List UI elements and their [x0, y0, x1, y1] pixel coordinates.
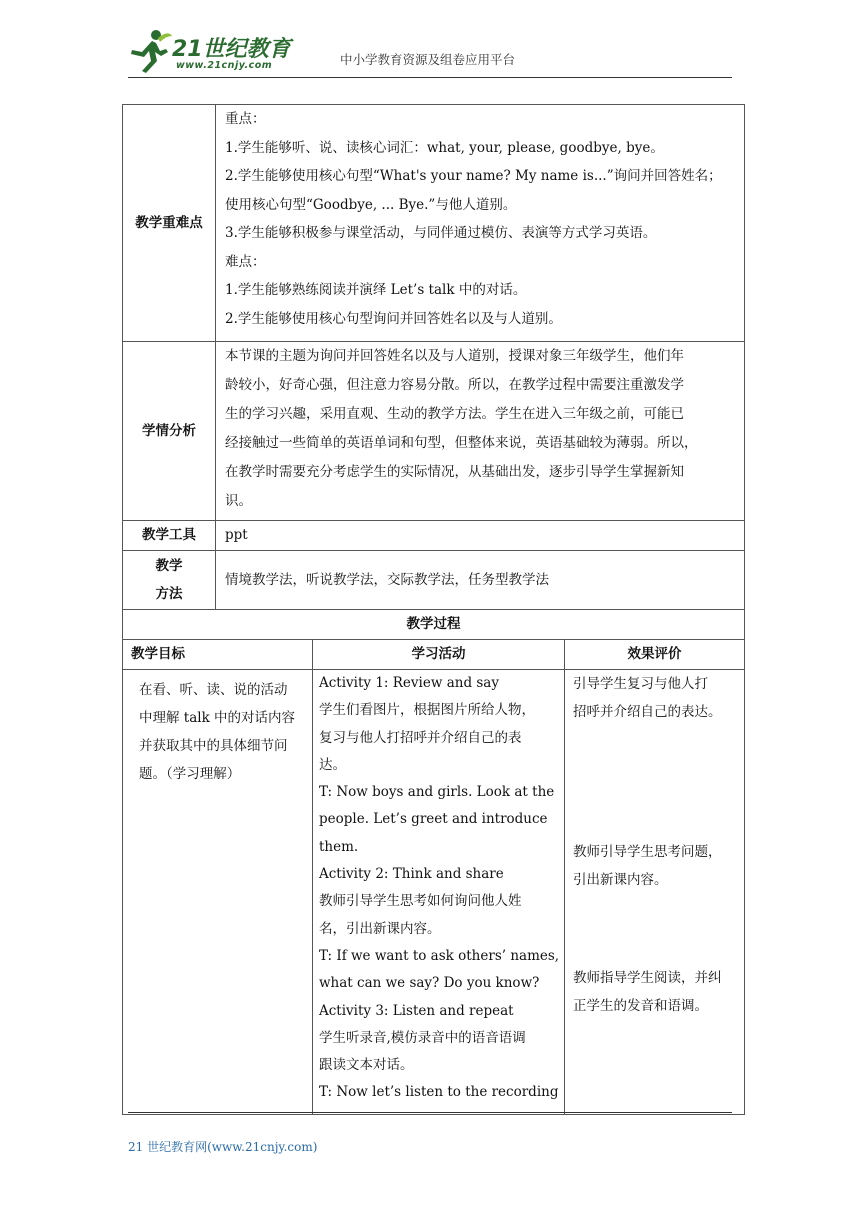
text-line: 1.学生能够听、说、读核心词汇：what, your, please, goodbye, bye。	[225, 139, 664, 156]
text-line: 教师引导学生思考如何询问他人姓	[319, 893, 522, 910]
row-process-title	[123, 610, 745, 640]
site-logo[interactable]	[128, 28, 308, 76]
analysis-label: 学情分析	[123, 342, 216, 521]
footer-divider	[128, 1112, 732, 1113]
spacer	[573, 894, 740, 964]
text-line: 教师指导学生阅读，并纠	[573, 970, 722, 986]
text-line: 1.学生能够熟练阅读并演绎 Let’s talk 中的对话。	[225, 282, 527, 298]
text-line: 难点：	[225, 253, 266, 270]
text-line: what can we say? Do you know?	[319, 975, 540, 992]
text-line: Activity 2: Think and share	[319, 866, 504, 883]
column-header-activity: 学习活动	[313, 640, 565, 670]
text-line: 重点：	[225, 111, 266, 127]
runner-logo-icon	[128, 28, 172, 74]
row-analysis	[123, 342, 745, 521]
page-header	[128, 28, 732, 80]
lesson-plan-table	[122, 104, 745, 1115]
text-line: 龄较小，好奇心强，但注意力容易分散。所以，在教学过程中需要注重激发学	[225, 377, 684, 393]
text-line: T: If we want to ask others’ names,	[319, 947, 560, 964]
goal-cell	[123, 670, 313, 1115]
text-line: 中理解 talk 中的对话内容	[139, 710, 296, 726]
row-process-headers	[123, 640, 745, 670]
row-key-points	[123, 105, 745, 342]
tools-value: ppt	[216, 521, 745, 551]
row-methods	[123, 551, 745, 610]
evaluation-cell	[565, 670, 745, 1115]
footer-link[interactable]: 21 世纪教育网(www.21cnjy.com)	[128, 1140, 318, 1154]
text-line: 复习与他人打招呼并介绍自己的表	[319, 729, 522, 746]
logo-url: www.21cnjy.com	[176, 60, 273, 71]
text-line: 识。	[225, 493, 252, 509]
text-line: 名，引出新课内容。	[319, 920, 441, 937]
text-line: T: Now boys and girls. Look at the	[319, 784, 555, 801]
text-line: Activity 3: Listen and repeat	[319, 1002, 514, 1019]
text-line: 学生们看图片，根据图片所给人物，	[319, 702, 535, 719]
text-line: 达。	[319, 756, 346, 773]
text-line: 在看、听、读、说的活动	[139, 682, 288, 698]
text-line: 教师引导学生思考问题，	[573, 844, 722, 860]
text-line: 并获取其中的具体细节问	[139, 738, 288, 754]
header-divider	[128, 77, 732, 78]
process-title: 教学过程	[123, 610, 745, 640]
text-line: 题。（学习理解）	[139, 766, 241, 782]
text-line: 生的学习兴趣，采用直观、生动的教学方法。学生在进入三年级之前，可能已	[225, 406, 684, 422]
row-process-body	[123, 670, 745, 1115]
activity-cell	[313, 670, 565, 1115]
text-line: 正学生的发音和语调。	[573, 998, 708, 1014]
text-line: Activity 1: Review and say	[319, 675, 499, 691]
methods-label-line: 方法	[155, 586, 183, 602]
text-line: 学生听录音,模仿录音中的语音语调	[319, 1029, 526, 1046]
text-line: 引导学生复习与他人打	[573, 676, 708, 692]
methods-value: 情境教学法，听说教学法，交际教学法，任务型教学法	[216, 551, 745, 610]
text-line: 3.学生能够积极参与课堂活动，与同伴通过模仿、表演等方式学习英语。	[225, 225, 657, 241]
key-points-content	[216, 105, 745, 342]
text-line: 招呼并介绍自己的表达。	[573, 704, 722, 720]
text-line: 2.学生能够使用核心句型询问并回答姓名以及与人道别。	[225, 310, 562, 327]
text-line: 本节课的主题为询问并回答姓名以及与人道别，授课对象三年级学生，他们年	[225, 348, 684, 364]
text-line: 经接触过一些简单的英语单词和句型，但整体来说，英语基础较为薄弱。所以，	[225, 435, 698, 451]
column-header-evaluation: 效果评价	[565, 640, 745, 670]
analysis-content	[216, 342, 745, 521]
column-header-goal: 教学目标	[123, 640, 313, 670]
spacer	[573, 726, 740, 838]
text-line: 2.学生能够使用核心句型“What's your name? My name is...”询问并回答姓名；	[225, 168, 722, 184]
tools-label: 教学工具	[123, 521, 216, 551]
text-line: people. Let’s greet and introduce them.	[319, 811, 548, 855]
methods-label-line: 教学	[155, 558, 183, 574]
text-line: 引出新课内容。	[573, 872, 668, 888]
logo-text: 21世纪教育	[172, 37, 291, 62]
text-line: 在教学时需要充分考虑学生的实际情况，从基础出发，逐步引导学生掌握新知	[225, 464, 684, 480]
header-slogan: 中小学教育资源及组卷应用平台	[340, 52, 516, 67]
methods-label	[123, 551, 216, 610]
text-line: 跟读文本对话。	[319, 1057, 414, 1074]
text-line: T: Now let’s listen to the recording	[319, 1084, 559, 1101]
key-points-label: 教学重难点	[123, 105, 216, 342]
row-tools	[123, 521, 745, 551]
text-line: 使用核心句型“Goodbye, ... Bye.”与他人道别。	[225, 196, 517, 213]
